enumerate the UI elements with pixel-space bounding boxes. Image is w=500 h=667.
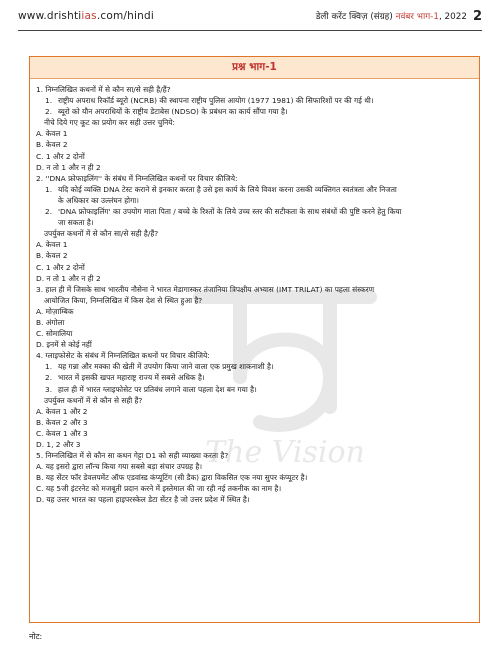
line-text: उपर्युक्त कथनों में से कौन से सही हैं? [44, 395, 143, 405]
question-list [36, 84, 471, 506]
statement-line [36, 372, 471, 383]
line-text: 4. ग्लाइफोसेट के संबंध में निम्नलिखित कथनों पर विचार कीजिये: [36, 351, 210, 361]
answer-option [36, 472, 471, 483]
answer-option [36, 317, 471, 328]
answer-option [36, 128, 471, 139]
answer-option [36, 494, 471, 505]
line-text: यह गन्ना और मक्का की खेती में उपयोग किया जाने वाला एक प्रमुख शाकनाशी है। [58, 362, 274, 372]
line-text: हाल ही में भारत ग्लाइफोसेट पर प्रतिबंध लगाने वाला पहला देश बन गया है। [58, 384, 257, 394]
page-number: 2 [472, 9, 482, 24]
answer-option [36, 262, 471, 273]
question-text [36, 284, 471, 295]
line-text: D. न तो 1 और न ही 2 [36, 273, 101, 283]
answer-option [36, 439, 471, 450]
section-title: प्रश्न भाग-1 [30, 57, 479, 79]
statement-line [36, 184, 471, 195]
answer-option [36, 461, 471, 472]
line-text: 1. निम्नलिखित कथनों में से कौन सा/से सही है/हैं? [36, 85, 171, 94]
page-header [18, 10, 482, 30]
line-text: A. केवल 1 और 2 [36, 406, 88, 416]
line-text: ब्यूरो को यौन अपराधियों के राष्ट्रीय डेटाबेस (NDSO) के प्रबंधन का कार्य सौंपा गया है। [58, 107, 288, 117]
statement-line [36, 106, 471, 117]
line-text: C. 1 और 2 दोनों [36, 151, 85, 161]
statement-line [36, 384, 471, 395]
line-text: B. केवल 2 [36, 140, 68, 150]
question-text [36, 350, 471, 361]
instruction-line [36, 295, 471, 306]
answer-option [36, 306, 471, 317]
line-text: A. मोज़ाम्बिक [36, 306, 74, 316]
answer-option [36, 162, 471, 173]
statement-number: 2. [45, 207, 53, 217]
line-text: 2. ''DNA फ्रोफाइलिंग'' के संबंध में निम्नलिखित कथनों पर विचार कीजिये: [36, 173, 238, 183]
line-text: 5. निम्नलिखित में से कौन सा कथन गेट्टा D1 को सही व्याख्या करता है? [36, 451, 229, 461]
line-text: जा सकता है। [58, 218, 94, 228]
line-text: B. केवल 2 [36, 251, 68, 261]
answer-option [36, 428, 471, 439]
question-text [36, 84, 471, 95]
line-text: C. 1 और 2 दोनों [36, 262, 85, 272]
line-text: के अधिकार का उल्लंघन होगा। [58, 195, 139, 205]
line-text: B. यह सेंटर फॉर डेवलपमेंट ऑफ एडवांस्ड कंप्यूटिंग (सी डैक) द्वारा विकसित एक नया सुपर कंप्यूटर है। [36, 473, 308, 483]
line-text: यदि कोई व्यक्ति DNA टेस्ट कराने से इनकार करता है उसे इस कार्य के लिये विवश करना उसकी व्यक्तिगत स्वतंत्रता और निजता [58, 184, 397, 194]
line-text: 3. हाल ही में जिसके साथ भारतीय नौसेना ने भारत मेडागास्कर तंजानिया त्रिपक्षीय अभ्यास (IMT TRILAT) का पहला संस्करण [36, 284, 375, 294]
header-title: डेली करेंट क्विज़ (संग्रह) नवंबर भाग-1, 2022 2 [315, 9, 482, 24]
answer-option [36, 139, 471, 150]
line-text: C. यह 5जी इंटरनेट को मजबूती प्रदान करने में इस्तेमाल की जा रही नई तकनीक का नाम है। [36, 484, 282, 494]
instruction-line [36, 395, 471, 406]
answer-option [36, 483, 471, 494]
line-text: नीचे दिये गए कूट का प्रयोग कर सही उत्तर चुनिये: [44, 118, 175, 128]
statement-number: 1. [45, 96, 53, 106]
website-url: www.drishtiias.com/hindi [18, 10, 154, 22]
answer-option [36, 417, 471, 428]
statement-number: 3. [45, 384, 53, 394]
line-text: राष्ट्रीय अपराध रिकॉर्ड ब्यूरो (NCRB) की स्थापना राष्ट्रीय पुलिस आयोग (1977 1981) की सिफारिशों पर की गई थी। [58, 96, 374, 106]
instruction-line [36, 117, 471, 128]
line-text: C. केवल 1 और 3 [36, 428, 88, 438]
line-text: A. केवल 1 [36, 240, 68, 250]
answer-option [36, 151, 471, 162]
line-text: C. सोमालिया [36, 329, 73, 339]
footer-note: नोट: [29, 632, 43, 641]
watermark-text: The Vision [205, 435, 365, 470]
answer-option [36, 328, 471, 339]
statement-number: 2. [45, 107, 53, 117]
instruction-line [36, 195, 471, 206]
line-text: B. केवल 2 और 3 [36, 417, 88, 427]
statement-number: 2. [45, 373, 53, 383]
statement-line [36, 361, 471, 372]
instruction-line [36, 228, 471, 239]
line-text: उपर्युक्त कथनों में से कौन सा/से सही है/हैं? [44, 229, 159, 239]
question-box [29, 56, 480, 623]
statement-line [36, 206, 471, 217]
question-text [36, 173, 471, 184]
instruction-line [36, 217, 471, 228]
statement-number: 1. [45, 184, 53, 194]
line-text: D. न तो 1 और न ही 2 [36, 162, 101, 172]
answer-option [36, 406, 471, 417]
line-text: D. 1, 2 और 3 [36, 440, 81, 449]
line-text: A. यह इसरो द्वारा लॉन्च किया गया सबसे बड़ा संचार उपग्रह है। [36, 462, 203, 472]
statement-number: 1. [45, 362, 53, 372]
answer-option [36, 273, 471, 284]
answer-option [36, 250, 471, 261]
line-text: B. अंगोला [36, 317, 65, 327]
line-text: D. इनमें से कोई नहीं [36, 340, 92, 350]
statement-line [36, 95, 471, 106]
header-divider [18, 30, 482, 31]
line-text: D. यह उत्तर भारत का पहला हाइपरस्केल डेटा सेंटर है जो उत्तर प्रदेश में स्थित है। [36, 495, 250, 505]
answer-option [36, 339, 471, 350]
question-text [36, 450, 471, 461]
line-text: आयोजित किया, निम्नलिखित में किस देश से स्थित हुआ है? [44, 295, 203, 305]
answer-option [36, 239, 471, 250]
line-text: भारत में इसकी खपत महाराष्ट्र राज्य में सबसे अधिक है। [58, 373, 205, 383]
line-text: A. केवल 1 [36, 129, 68, 139]
line-text: 'DNA फ्रोफाइलिंग' का उपयोग माता पिता / बच्चे के रिश्तों के लिये उच्च स्तर की सटीकता के साथ संबंधों की पुष्टि करने हेतु किया [58, 207, 402, 217]
